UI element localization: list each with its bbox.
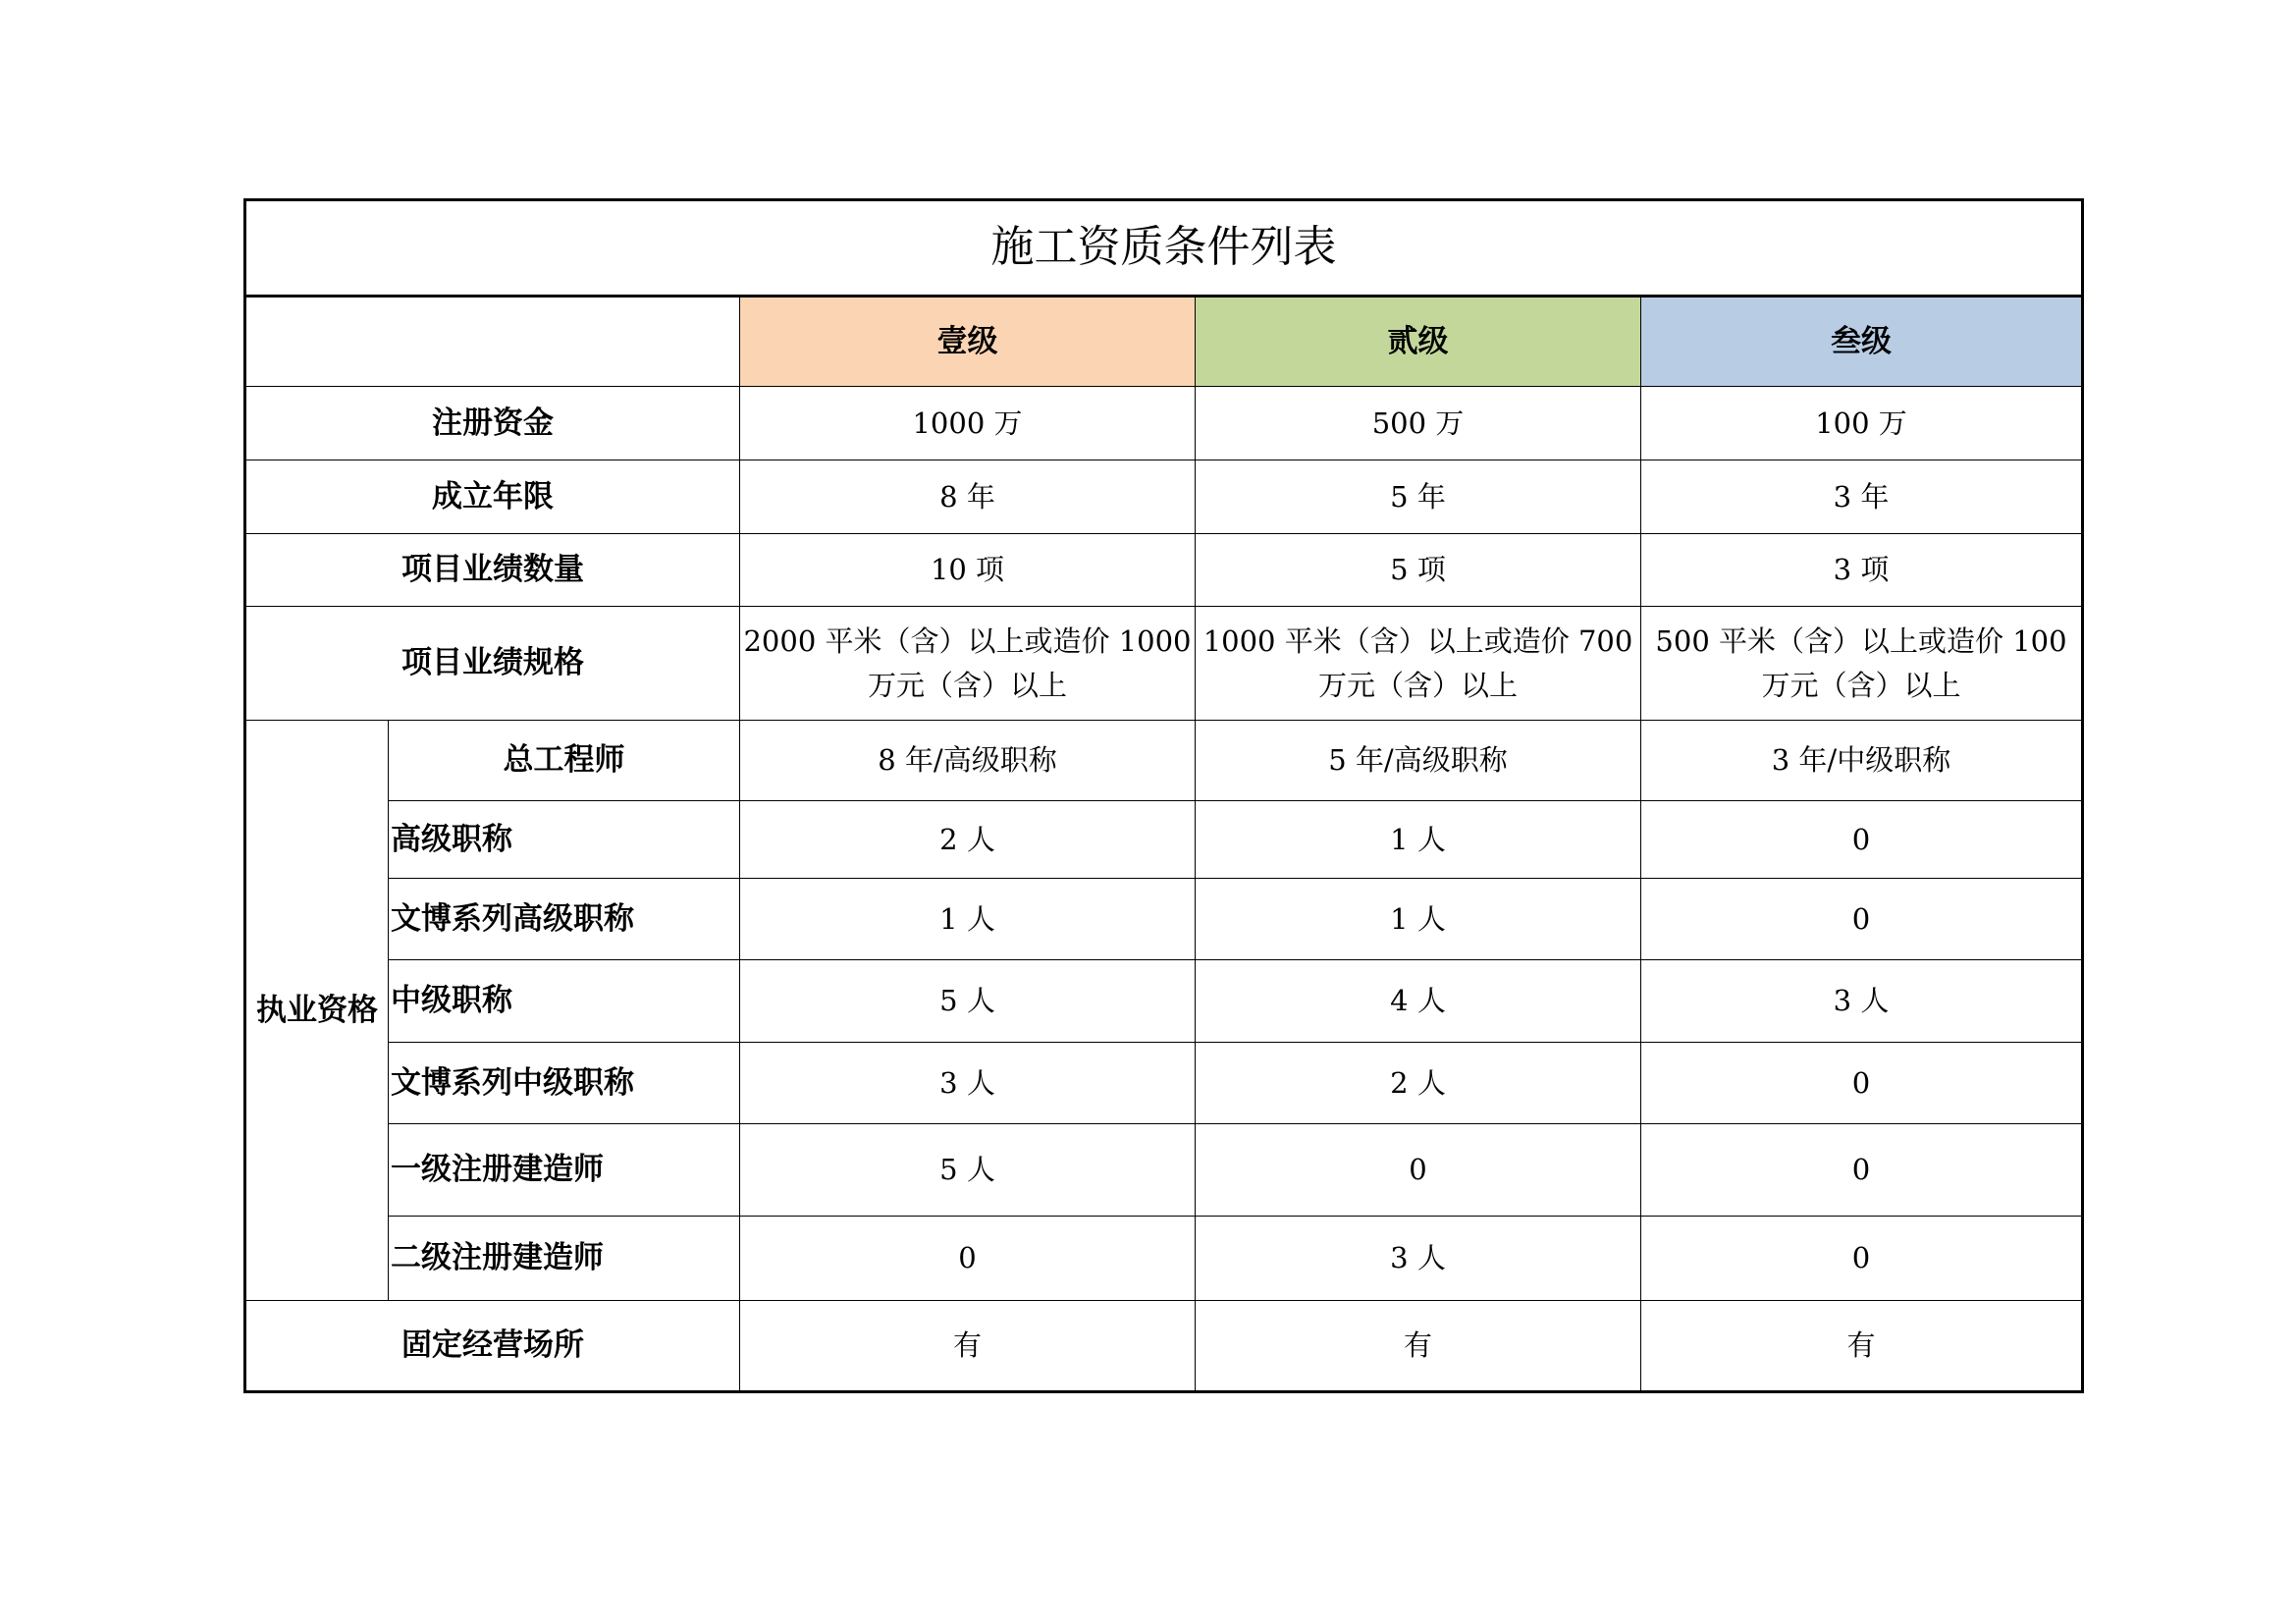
- header-row: [245, 297, 2083, 387]
- table-cell: 1 人: [1196, 879, 1641, 960]
- row-label-class1-constructor: 一级注册建造师: [389, 1124, 740, 1217]
- row-label-project-count: 项目业绩数量: [245, 534, 740, 607]
- table-row: [245, 801, 2083, 879]
- table-row: [245, 607, 2083, 721]
- table-cell: 有: [1641, 1301, 2083, 1392]
- table-cell: 1 人: [740, 879, 1196, 960]
- table-cell: 5 项: [1196, 534, 1641, 607]
- table-row: [245, 1124, 2083, 1217]
- table-row: [245, 387, 2083, 460]
- table-row: [245, 460, 2083, 534]
- row-label-heritage-senior-title: 文博系列高级职称: [389, 879, 740, 960]
- table-cell: 5 人: [740, 960, 1196, 1043]
- table-cell: 2 人: [740, 801, 1196, 879]
- row-label-years-established: 成立年限: [245, 460, 740, 534]
- table-cell: 3 人: [1196, 1217, 1641, 1301]
- row-label-heritage-intermediate-title: 文博系列中级职称: [389, 1043, 740, 1124]
- table-cell: 100 万: [1641, 387, 2083, 460]
- table-cell: 0: [1641, 801, 2083, 879]
- table-cell: 0: [1641, 1124, 2083, 1217]
- row-label-chief-engineer: 总工程师: [389, 721, 740, 801]
- table-cell: 2 人: [1196, 1043, 1641, 1124]
- table-cell: 0: [1641, 879, 2083, 960]
- level-3-header: 叁级: [1641, 297, 2083, 387]
- group-label-practice-qualification: 执业资格: [245, 721, 389, 1301]
- table-cell: 1000 平米（含）以上或造价 700 万元（含）以上: [1196, 607, 1641, 721]
- table-cell: 8 年: [740, 460, 1196, 534]
- level-1-header: 壹级: [740, 297, 1196, 387]
- table-cell: 10 项: [740, 534, 1196, 607]
- row-label-senior-title: 高级职称: [389, 801, 740, 879]
- table-cell: 有: [1196, 1301, 1641, 1392]
- table-row: [245, 1217, 2083, 1301]
- table-cell: 3 人: [1641, 960, 2083, 1043]
- table-cell: 5 年/高级职称: [1196, 721, 1641, 801]
- table-cell: 1000 万: [740, 387, 1196, 460]
- table-cell: 3 人: [740, 1043, 1196, 1124]
- table-cell: 2000 平米（含）以上或造价 1000 万元（含）以上: [740, 607, 1196, 721]
- row-label-class2-constructor: 二级注册建造师: [389, 1217, 740, 1301]
- table-row: [245, 721, 2083, 801]
- level-2-header: 贰级: [1196, 297, 1641, 387]
- table-row: [245, 1301, 2083, 1392]
- qualification-table: [243, 198, 2084, 1393]
- table-cell: 0: [1196, 1124, 1641, 1217]
- table-cell: 3 年: [1641, 460, 2083, 534]
- table-cell: 3 年/中级职称: [1641, 721, 2083, 801]
- table-row: [245, 534, 2083, 607]
- table-cell: 5 年: [1196, 460, 1641, 534]
- table-cell: 3 项: [1641, 534, 2083, 607]
- row-label-intermediate-title: 中级职称: [389, 960, 740, 1043]
- table-cell: 0: [1641, 1217, 2083, 1301]
- row-label-project-spec: 项目业绩规格: [245, 607, 740, 721]
- table-cell: 0: [1641, 1043, 2083, 1124]
- table-cell: 4 人: [1196, 960, 1641, 1043]
- row-label-registered-capital: 注册资金: [245, 387, 740, 460]
- table-cell: 500 平米（含）以上或造价 100 万元（含）以上: [1641, 607, 2083, 721]
- table-cell: 5 人: [740, 1124, 1196, 1217]
- table-row: [245, 1043, 2083, 1124]
- table-row: [245, 960, 2083, 1043]
- table-row: [245, 879, 2083, 960]
- header-blank-cell: [245, 297, 740, 387]
- table-cell: 有: [740, 1301, 1196, 1392]
- title-row: [245, 200, 2083, 297]
- table-title: 施工资质条件列表: [245, 200, 2083, 297]
- table-cell: 1 人: [1196, 801, 1641, 879]
- row-label-fixed-premises: 固定经营场所: [245, 1301, 740, 1392]
- table-cell: 500 万: [1196, 387, 1641, 460]
- table-cell: 8 年/高级职称: [740, 721, 1196, 801]
- table-cell: 0: [740, 1217, 1196, 1301]
